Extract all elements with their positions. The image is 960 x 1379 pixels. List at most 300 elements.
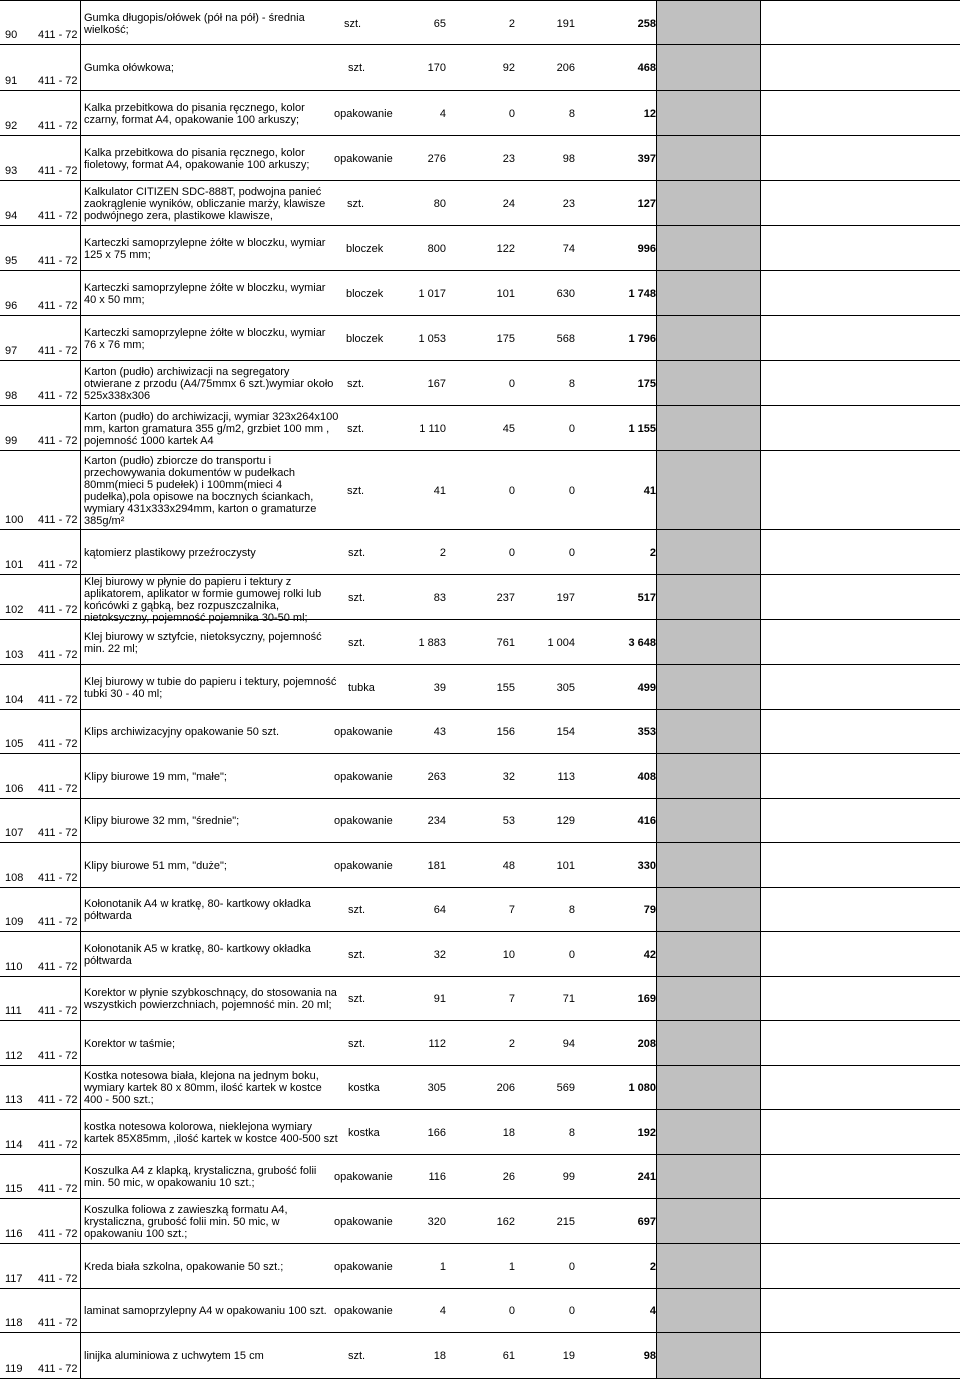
total-quantity: 41 xyxy=(643,484,656,497)
total-quantity: 1 796 xyxy=(628,332,656,345)
quantity-1: 1 110 xyxy=(419,422,446,435)
shaded-cell xyxy=(656,136,760,180)
shaded-cell xyxy=(656,1,760,44)
quantity-1: 32 xyxy=(433,948,446,961)
empty-cell xyxy=(760,181,960,225)
unit-label: tubka xyxy=(348,681,375,694)
quantity-3: 8 xyxy=(568,107,575,120)
empty-cell xyxy=(760,1110,960,1154)
row-number: 92 xyxy=(5,120,18,132)
row-number: 113 xyxy=(5,1094,23,1106)
shaded-cell xyxy=(656,977,760,1020)
quantity-2: 761 xyxy=(496,636,515,649)
total-quantity: 468 xyxy=(637,62,656,74)
item-description: Klej biurowy w tubie do papieru i tektury, pojemność tubki 30 - 40 ml; xyxy=(84,675,337,700)
quantity-1: 1 017 xyxy=(418,287,446,300)
empty-cell xyxy=(760,1021,960,1065)
shaded-cell xyxy=(656,1333,760,1378)
table-row xyxy=(0,181,960,226)
empty-cell xyxy=(760,45,960,90)
shaded-cell xyxy=(656,843,760,887)
item-description: Kalkulator CITIZEN SDC-888T, podwojna panieć zaokrąglenie wyników, obliczanie marży, klawisze podwójnego zera, plastikowe klawisze, xyxy=(84,185,326,222)
unit-label: opakowanie xyxy=(334,1260,393,1273)
unit-label: opakowanie xyxy=(334,152,393,165)
table-row xyxy=(0,620,960,665)
row-number: 94 xyxy=(5,210,18,222)
quantity-3: 1 004 xyxy=(547,636,575,649)
unit-label: szt. xyxy=(348,993,366,1005)
total-quantity: 2 xyxy=(649,546,656,559)
row-code: 411 - 72 xyxy=(38,694,78,706)
unit-label: bloczek xyxy=(346,242,384,255)
item-description: Karteczki samoprzylepne żółte w bloczku, wymiar 125 x 75 mm; xyxy=(84,236,326,261)
quantity-1: 305 xyxy=(427,1082,446,1094)
table-row xyxy=(0,91,960,136)
item-description: Klej biurowy w płynie do papieru i tektury z aplikatorem, aplikator w formie gumowej rolki lub końcówki z gąbką, bez rozpuszczalnika, nietoksyczny, pojemność pojemnika 30-50 ml; xyxy=(84,576,322,624)
row-number: 114 xyxy=(5,1139,23,1151)
quantity-1: 800 xyxy=(427,242,446,255)
quantity-3: 71 xyxy=(562,993,575,1005)
unit-label: opakowanie xyxy=(334,726,393,738)
item-description: kątomierz plastikowy przeźroczysty xyxy=(84,546,256,559)
item-description: Korektor w płynie szybkoschnący, do stosowania na wszystkich powierzchniach, pojemność min. 20 ml; xyxy=(84,987,337,1011)
row-code: 411 - 72 xyxy=(38,75,78,87)
empty-cell xyxy=(760,451,960,529)
quantity-2: 0 xyxy=(508,484,515,497)
quantity-3: 8 xyxy=(568,1126,575,1139)
item-description: Klipy biurowe 19 mm, "małe"; xyxy=(84,770,227,783)
total-quantity: 42 xyxy=(643,948,656,961)
item-description: linijka aluminiowa z uchwytem 15 cm xyxy=(84,1350,264,1362)
empty-cell xyxy=(760,843,960,887)
unit-label: szt. xyxy=(344,17,362,30)
row-code: 411 - 72 xyxy=(38,1050,78,1062)
row-number: 116 xyxy=(5,1228,23,1240)
quantity-2: 0 xyxy=(508,377,515,390)
item-description: Karteczki samoprzylepne żółte w bloczku, wymiar 40 x 50 mm; xyxy=(84,281,326,306)
row-code: 411 - 72 xyxy=(38,514,78,526)
row-code: 411 - 72 xyxy=(38,300,78,312)
shaded-cell xyxy=(656,1199,760,1243)
row-number: 115 xyxy=(5,1183,23,1195)
table-row xyxy=(0,1199,960,1244)
shaded-cell xyxy=(656,1021,760,1065)
unit-label: bloczek xyxy=(346,287,384,300)
unit-label: szt. xyxy=(347,484,365,497)
quantity-2: 0 xyxy=(508,107,515,120)
quantity-1: 320 xyxy=(427,1215,446,1228)
quantity-3: 630 xyxy=(556,287,575,300)
empty-cell xyxy=(760,1289,960,1332)
shaded-cell xyxy=(656,932,760,976)
row-number: 103 xyxy=(5,649,24,661)
item-description: Kreda biała szkolna, opakowanie 50 szt.; xyxy=(84,1260,284,1273)
empty-cell xyxy=(760,665,960,709)
total-quantity: 353 xyxy=(637,726,656,738)
row-code: 411 - 72 xyxy=(38,255,78,267)
row-number: 98 xyxy=(5,390,18,402)
row-code: 411 - 72 xyxy=(38,1228,78,1240)
total-quantity: 4 xyxy=(649,1305,656,1317)
unit-label: opakowanie xyxy=(334,859,393,872)
unit-label: szt. xyxy=(347,377,365,390)
quantity-2: 10 xyxy=(502,948,515,961)
quantity-2: 48 xyxy=(502,859,515,872)
row-number: 93 xyxy=(5,165,18,177)
quantity-2: 32 xyxy=(502,770,515,783)
quantity-2: 92 xyxy=(502,62,515,74)
shaded-cell xyxy=(656,406,760,450)
row-code: 411 - 72 xyxy=(38,29,78,41)
quantity-2: 162 xyxy=(496,1215,515,1228)
unit-label: opakowanie xyxy=(334,107,393,120)
quantity-3: 113 xyxy=(557,770,575,783)
quantity-3: 569 xyxy=(556,1082,575,1094)
empty-cell xyxy=(760,620,960,664)
item-description: Klipy biurowe 32 mm, "średnie"; xyxy=(84,815,240,827)
shaded-cell xyxy=(656,1244,760,1288)
quantity-1: 116 xyxy=(428,1171,446,1183)
unit-label: opakowanie xyxy=(334,1215,393,1228)
row-code: 411 - 72 xyxy=(38,916,78,928)
shaded-cell xyxy=(656,710,760,753)
quantity-3: 215 xyxy=(556,1215,575,1228)
row-number: 96 xyxy=(5,300,18,312)
quantity-3: 0 xyxy=(568,1260,575,1273)
item-description: Kalka przebitkowa do pisania ręcznego, kolor fioletowy, format A4, opakowanie 100 arkuszy; xyxy=(84,146,310,171)
total-quantity: 499 xyxy=(637,681,656,694)
quantity-2: 155 xyxy=(496,681,515,694)
row-number: 112 xyxy=(5,1050,23,1062)
row-number: 91 xyxy=(5,75,18,87)
quantity-1: 170 xyxy=(427,62,446,74)
row-code: 411 - 72 xyxy=(38,559,78,571)
quantity-1: 39 xyxy=(433,681,446,694)
row-number: 108 xyxy=(5,872,24,884)
quantity-2: 237 xyxy=(496,591,515,604)
unit-label: szt. xyxy=(347,422,365,435)
shaded-cell xyxy=(656,45,760,90)
quantity-2: 175 xyxy=(496,332,515,345)
row-code: 411 - 72 xyxy=(38,872,78,884)
row-number: 101 xyxy=(5,559,24,571)
quantity-3: 197 xyxy=(556,591,575,604)
quantity-3: 305 xyxy=(556,681,575,694)
quantity-1: 4 xyxy=(439,1305,446,1317)
item-description: laminat samoprzylepny A4 w opakowaniu 100 szt. xyxy=(84,1305,327,1317)
shaded-cell xyxy=(656,181,760,225)
unit-label: szt. xyxy=(348,62,366,74)
item-description: Kalka przebitkowa do pisania ręcznego, kolor czarny, format A4, opakowanie 100 arkuszy; xyxy=(84,101,305,126)
table-row xyxy=(0,799,960,843)
shaded-cell xyxy=(656,1289,760,1332)
quantity-1: 234 xyxy=(427,815,446,827)
quantity-3: 0 xyxy=(568,422,575,435)
table-row xyxy=(0,710,960,754)
empty-cell xyxy=(760,1,960,44)
total-quantity: 175 xyxy=(637,377,656,390)
shaded-cell xyxy=(656,1155,760,1198)
row-number: 99 xyxy=(5,435,18,447)
row-code: 411 - 72 xyxy=(38,1363,78,1375)
quantity-3: 191 xyxy=(556,17,575,30)
row-code: 411 - 72 xyxy=(38,604,78,616)
table-row xyxy=(0,451,960,530)
unit-label: opakowanie xyxy=(334,1171,393,1183)
quantity-1: 263 xyxy=(427,770,446,783)
table-row xyxy=(0,1110,960,1155)
shaded-cell xyxy=(656,271,760,315)
empty-cell xyxy=(760,91,960,135)
total-quantity: 1 748 xyxy=(628,287,656,300)
row-code: 411 - 72 xyxy=(38,961,78,973)
unit-label: szt. xyxy=(348,591,366,604)
item-description: Koszulka A4 z klapką, krystaliczna, grubość folii min. 50 mic, w opakowaniu 10 szt.; xyxy=(84,1165,317,1189)
quantity-2: 2 xyxy=(508,1037,515,1050)
table-row xyxy=(0,0,960,45)
quantity-3: 23 xyxy=(562,197,575,210)
item-description: Karton (pudło) do archiwizacji, wymiar 323x264x100 mm, karton gramatura 355 g/m2, grzbiet 100 mm , pojemność 1000 kartek A4 xyxy=(84,410,339,447)
row-number: 117 xyxy=(5,1273,23,1285)
shaded-cell xyxy=(656,575,760,619)
quantity-3: 94 xyxy=(562,1037,575,1050)
row-code: 411 - 72 xyxy=(38,120,78,132)
quantity-1: 91 xyxy=(433,993,446,1005)
table-row xyxy=(0,136,960,181)
quantity-1: 166 xyxy=(427,1126,446,1139)
unit-label: kostka xyxy=(348,1126,380,1139)
total-quantity: 192 xyxy=(637,1126,656,1139)
shaded-cell xyxy=(656,451,760,529)
quantity-2: 7 xyxy=(508,904,515,916)
empty-cell xyxy=(760,1066,960,1109)
quantity-1: 1 883 xyxy=(418,636,446,649)
total-quantity: 996 xyxy=(637,242,656,255)
shaded-cell xyxy=(656,226,760,270)
quantity-3: 0 xyxy=(568,484,575,497)
unit-label: bloczek xyxy=(346,332,384,345)
quantity-2: 53 xyxy=(502,815,515,827)
empty-cell xyxy=(760,710,960,753)
item-description: Kołonotanik A4 w kratkę, 80- kartkowy okładka półtwarda xyxy=(84,898,311,922)
unit-label: kostka xyxy=(348,1082,380,1094)
item-description: Klips archiwizacyjny opakowanie 50 szt. xyxy=(84,726,280,738)
unit-label: szt. xyxy=(348,948,366,961)
table-row xyxy=(0,665,960,710)
shaded-cell xyxy=(656,799,760,842)
quantity-1: 1 xyxy=(439,1260,446,1273)
total-quantity: 2 xyxy=(649,1260,656,1273)
shaded-cell xyxy=(656,361,760,405)
total-quantity: 397 xyxy=(637,152,656,165)
row-code: 411 - 72 xyxy=(38,649,78,661)
table-row xyxy=(0,932,960,977)
quantity-1: 41 xyxy=(433,484,446,497)
table-row xyxy=(0,1244,960,1289)
quantity-2: 0 xyxy=(508,546,515,559)
table-row xyxy=(0,361,960,406)
shaded-cell xyxy=(656,754,760,798)
total-quantity: 208 xyxy=(637,1037,656,1050)
shaded-cell xyxy=(656,620,760,664)
row-number: 102 xyxy=(5,604,24,616)
table-row xyxy=(0,754,960,799)
quantity-3: 0 xyxy=(568,948,575,961)
quantity-1: 80 xyxy=(433,197,446,210)
row-number: 97 xyxy=(5,345,18,357)
total-quantity: 697 xyxy=(637,1215,656,1228)
total-quantity: 1 080 xyxy=(628,1082,656,1094)
quantity-1: 64 xyxy=(433,904,446,916)
quantity-2: 206 xyxy=(496,1082,515,1094)
unit-label: opakowanie xyxy=(334,815,393,827)
item-description: Klipy biurowe 51 mm, "duże"; xyxy=(84,859,227,872)
unit-label: szt. xyxy=(348,904,366,916)
row-number: 109 xyxy=(5,916,24,928)
row-code: 411 - 72 xyxy=(38,738,78,750)
total-quantity: 517 xyxy=(637,591,656,604)
quantity-3: 0 xyxy=(568,546,575,559)
total-quantity: 79 xyxy=(643,904,656,916)
table-row xyxy=(0,1021,960,1066)
empty-cell xyxy=(760,1244,960,1288)
row-code: 411 - 72 xyxy=(38,345,78,357)
table-row xyxy=(0,888,960,932)
quantity-1: 1 053 xyxy=(418,332,446,345)
quantity-1: 276 xyxy=(427,152,446,165)
row-code: 411 - 72 xyxy=(38,210,78,222)
row-number: 100 xyxy=(5,514,24,526)
quantity-1: 167 xyxy=(427,377,446,390)
row-number: 118 xyxy=(5,1317,23,1329)
empty-cell xyxy=(760,406,960,450)
quantity-1: 4 xyxy=(439,107,446,120)
row-number: 111 xyxy=(5,1005,22,1017)
table-row xyxy=(0,843,960,888)
quantity-2: 45 xyxy=(502,422,515,435)
empty-cell xyxy=(760,226,960,270)
quantity-2: 61 xyxy=(502,1350,515,1362)
table-row xyxy=(0,575,960,624)
quantity-2: 1 xyxy=(508,1260,515,1273)
quantity-3: 99 xyxy=(562,1171,575,1183)
unit-label: szt. xyxy=(348,636,366,649)
quantity-1: 181 xyxy=(427,859,446,872)
total-quantity: 12 xyxy=(643,107,656,120)
shaded-cell xyxy=(656,1110,760,1154)
empty-cell xyxy=(760,530,960,574)
total-quantity: 258 xyxy=(637,17,656,30)
row-code: 411 - 72 xyxy=(38,827,78,839)
empty-cell xyxy=(760,977,960,1020)
unit-label: opakowanie xyxy=(334,770,393,783)
table-row xyxy=(0,530,960,575)
item-description: Karton (pudło) zbiorcze do transportu i przechowywania dokumentów w pudełkach 80mm(mieci 5 pudełek) i 100mm(mieci 4 pudełka),pola opisowe na bocznych ściankach, wymiary 431x333x294mm, karton o gramaturze 385g/m² xyxy=(84,454,317,527)
row-number: 107 xyxy=(5,827,24,839)
table-row xyxy=(0,316,960,361)
total-quantity: 98 xyxy=(643,1350,656,1362)
quantity-3: 8 xyxy=(568,377,575,390)
table-row xyxy=(0,1066,960,1110)
quantity-3: 101 xyxy=(556,859,575,872)
shaded-cell xyxy=(656,91,760,135)
quantity-1: 43 xyxy=(433,726,446,738)
quantity-2: 24 xyxy=(502,197,515,210)
empty-cell xyxy=(760,1199,960,1243)
unit-label: szt. xyxy=(348,1037,366,1050)
row-code: 411 - 72 xyxy=(38,435,78,447)
row-code: 411 - 72 xyxy=(38,165,78,177)
row-code: 411 - 72 xyxy=(38,390,78,402)
quantity-1: 65 xyxy=(433,17,446,30)
quantity-3: 8 xyxy=(568,904,575,916)
quantity-2: 26 xyxy=(502,1171,515,1183)
table-row xyxy=(0,1155,960,1199)
quantity-2: 156 xyxy=(496,726,515,738)
row-code: 411 - 72 xyxy=(38,1094,78,1106)
quantity-3: 74 xyxy=(562,242,575,255)
unit-label: szt. xyxy=(347,197,365,210)
quantity-1: 2 xyxy=(439,546,446,559)
unit-label: szt. xyxy=(348,1350,366,1362)
quantity-3: 206 xyxy=(556,62,575,74)
row-number: 90 xyxy=(5,29,18,41)
row-number: 119 xyxy=(5,1363,23,1375)
quantity-2: 101 xyxy=(496,287,515,300)
row-number: 105 xyxy=(5,738,24,750)
total-quantity: 3 648 xyxy=(628,636,656,649)
shaded-cell xyxy=(656,665,760,709)
empty-cell xyxy=(760,1155,960,1198)
shaded-cell xyxy=(656,888,760,931)
quantity-2: 18 xyxy=(502,1126,515,1139)
quantity-3: 98 xyxy=(562,152,575,165)
row-number: 104 xyxy=(5,694,24,706)
item-description: Koszulka foliowa z zawieszką formatu A4, krystaliczna, grubość folii min. 50 mic, w opakowaniu 100 szt.; xyxy=(84,1203,288,1240)
empty-cell xyxy=(760,888,960,931)
empty-cell xyxy=(760,136,960,180)
row-number: 110 xyxy=(5,961,23,973)
empty-cell xyxy=(760,799,960,842)
table-row xyxy=(0,406,960,451)
empty-cell xyxy=(760,754,960,798)
quantity-3: 154 xyxy=(556,726,575,738)
table-row xyxy=(0,1289,960,1333)
table-row xyxy=(0,271,960,316)
total-quantity: 1 155 xyxy=(628,422,656,435)
table-row xyxy=(0,226,960,271)
quantity-3: 129 xyxy=(556,815,575,827)
quantity-2: 23 xyxy=(502,152,515,165)
table-row xyxy=(0,977,960,1021)
item-description: kostka notesowa kolorowa, nieklejona wymiary kartek 85X85mm, ,ilość kartek w kostce 400-500 szt xyxy=(84,1120,338,1145)
item-description: Klej biurowy w sztyfcie, nietoksyczny, pojemność min. 22 ml; xyxy=(84,630,322,655)
item-description: Kostka notesowa biała, klejona na jednym boku, wymiary kartek 80 x 80mm, ilość kartek w kostce 400 - 500 szt.; xyxy=(84,1070,322,1106)
empty-cell xyxy=(760,361,960,405)
empty-cell xyxy=(760,316,960,360)
shaded-cell xyxy=(656,1066,760,1109)
empty-cell xyxy=(760,271,960,315)
item-description: Kołonotanik A5 w kratkę, 80- kartkowy okładka półtwarda xyxy=(84,942,311,967)
row-code: 411 - 72 xyxy=(38,1273,78,1285)
item-description: Gumka długopis/ołówek (pół na pół) - średnia wielkość; xyxy=(84,11,305,36)
unit-label: opakowanie xyxy=(334,1305,393,1317)
row-code: 411 - 72 xyxy=(38,1183,78,1195)
shaded-cell xyxy=(656,316,760,360)
empty-cell xyxy=(760,1333,960,1378)
quantity-2: 2 xyxy=(508,17,515,30)
total-quantity: 408 xyxy=(637,770,656,783)
